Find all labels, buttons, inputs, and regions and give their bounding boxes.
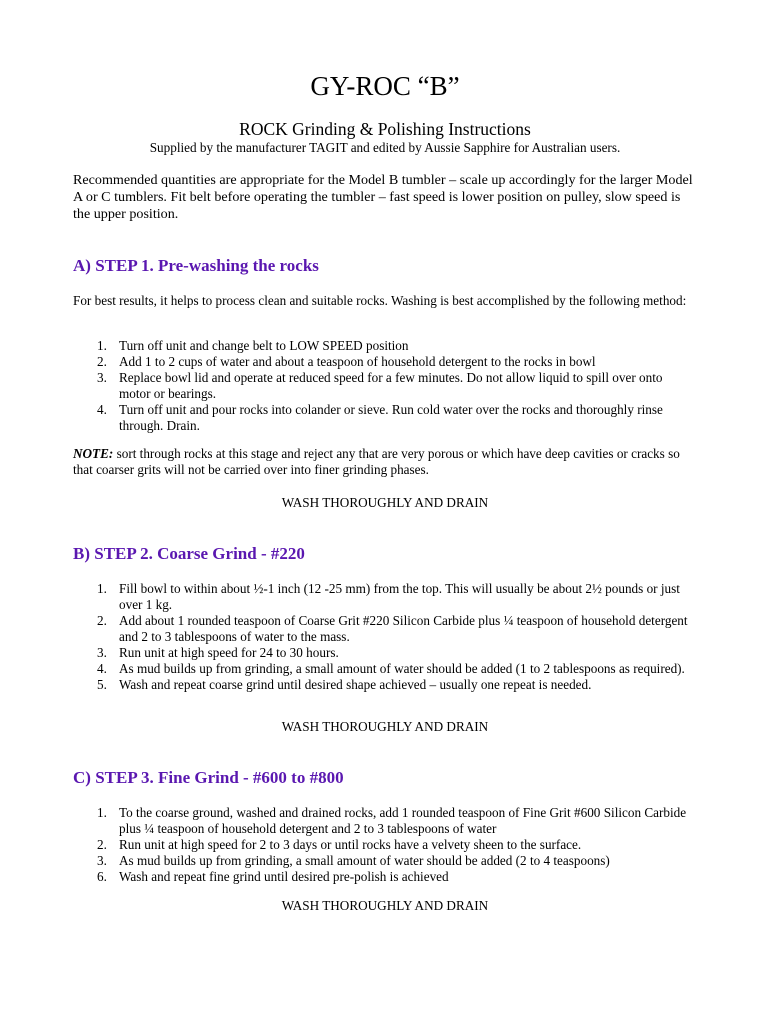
list-item bbox=[73, 805, 697, 837]
list-number: 6. bbox=[97, 869, 107, 884]
step1-intro: For best results, it helps to process clean and suitable rocks. Washing is best accomplished by the following method: bbox=[73, 293, 687, 308]
step3-heading: C) STEP 3. Fine Grind - #600 to #800 bbox=[73, 768, 344, 787]
list-text: Run unit at high speed for 24 to 30 hours. bbox=[119, 645, 339, 660]
list-number: 3. bbox=[97, 645, 107, 660]
list-item bbox=[73, 581, 697, 613]
step3-wash: WASH THOROUGHLY AND DRAIN bbox=[281, 898, 489, 913]
note-text: sort through rocks at this stage and reject any that are very porous or which have deep cavities or cracks so that coarser grits will not be carried over into finer grinding phases. bbox=[73, 446, 680, 477]
list-number: 5. bbox=[97, 677, 107, 692]
document-subtitle: ROCK Grinding & Polishing Instructions bbox=[239, 119, 531, 139]
list-text: Turn off unit and change belt to LOW SPEED position bbox=[119, 338, 409, 353]
list-item bbox=[73, 661, 697, 677]
step1-note bbox=[73, 446, 697, 478]
list-item bbox=[73, 645, 697, 661]
step1-wash: WASH THOROUGHLY AND DRAIN bbox=[281, 495, 489, 510]
list-number: 4. bbox=[97, 402, 107, 417]
list-text: Wash and repeat coarse grind until desired shape achieved – usually one repeat is needed. bbox=[119, 677, 592, 692]
list-item bbox=[73, 338, 697, 354]
list-number: 1. bbox=[97, 805, 107, 820]
list-number: 1. bbox=[97, 338, 107, 353]
list-item bbox=[73, 402, 697, 434]
list-number: 2. bbox=[97, 354, 107, 369]
list-number: 1. bbox=[97, 581, 107, 596]
list-item bbox=[73, 853, 697, 869]
list-item bbox=[73, 869, 697, 885]
list-text: Fill bowl to within about ½-1 inch (12 -25 mm) from the top. This will usually be about 2½ pounds or just over 1 kg. bbox=[119, 581, 680, 612]
document-credit: Supplied by the manufacturer TAGIT and edited by Aussie Sapphire for Australian users. bbox=[149, 140, 621, 155]
step1-list bbox=[73, 338, 697, 434]
document-title: GY-ROC “B” bbox=[310, 71, 460, 101]
step3-list bbox=[73, 805, 697, 885]
step1-heading: A) STEP 1. Pre-washing the rocks bbox=[73, 256, 319, 275]
step2-list bbox=[73, 581, 697, 693]
list-item bbox=[73, 354, 697, 370]
list-item bbox=[73, 370, 697, 402]
list-item bbox=[73, 677, 697, 693]
list-text: Add about 1 rounded teaspoon of Coarse Grit #220 Silicon Carbide plus ¼ teaspoon of household detergent and 2 to 3 tablespoons of water to the mass. bbox=[119, 613, 688, 644]
list-text: Turn off unit and pour rocks into colander or sieve. Run cold water over the rocks and thoroughly rinse through. Drain. bbox=[119, 402, 663, 433]
list-text: As mud builds up from grinding, a small amount of water should be added (2 to 4 teaspoons) bbox=[119, 853, 610, 868]
list-text: Run unit at high speed for 2 to 3 days or until rocks have a velvety sheen to the surface. bbox=[119, 837, 582, 852]
list-text: As mud builds up from grinding, a small amount of water should be added (1 to 2 tablespoons as required). bbox=[119, 661, 685, 676]
list-number: 2. bbox=[97, 613, 107, 628]
list-item bbox=[73, 837, 697, 853]
list-number: 4. bbox=[97, 661, 107, 676]
step2-heading: B) STEP 2. Coarse Grind - #220 bbox=[73, 544, 305, 563]
intro-paragraph: Recommended quantities are appropriate for the Model B tumbler – scale up accordingly for the larger Model A or C tumblers. Fit belt before operating the tumbler – fast speed is lower position on pulley, slow speed is the upper position. bbox=[73, 172, 693, 222]
step2-wash: WASH THOROUGHLY AND DRAIN bbox=[281, 719, 489, 734]
list-text: Replace bowl lid and operate at reduced speed for a few minutes. Do not allow liquid to spill over onto motor or bearings. bbox=[119, 370, 663, 401]
list-text: Wash and repeat fine grind until desired pre-polish is achieved bbox=[119, 869, 449, 884]
list-number: 3. bbox=[97, 370, 107, 385]
list-item bbox=[73, 613, 697, 645]
list-text: To the coarse ground, washed and drained rocks, add 1 rounded teaspoon of Fine Grit #600 Silicon Carbide plus ¼ teaspoon of household detergent and 2 to 3 tablespoons of water bbox=[119, 805, 687, 836]
list-text: Add 1 to 2 cups of water and about a teaspoon of household detergent to the rocks in bowl bbox=[119, 354, 596, 369]
list-number: 2. bbox=[97, 837, 107, 852]
list-number: 3. bbox=[97, 853, 107, 868]
note-label: NOTE: bbox=[73, 446, 114, 461]
